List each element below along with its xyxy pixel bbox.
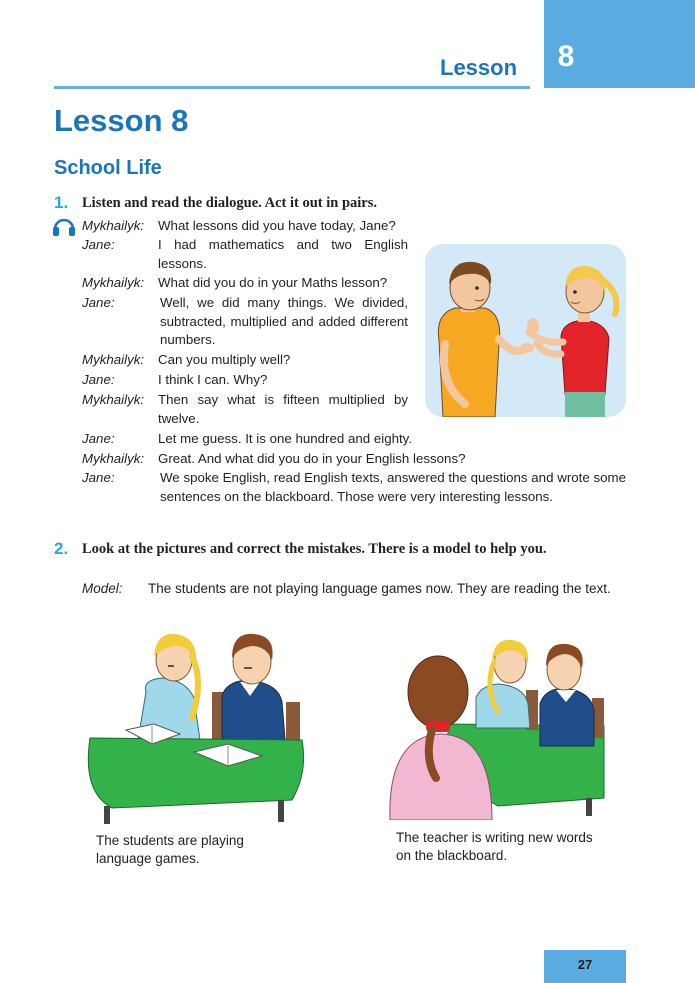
dialogue-speaker: Jane: [82, 237, 115, 252]
dialogue-speaker: Mykhailyk: [82, 392, 145, 407]
page-number-box [544, 950, 626, 983]
model-text: The students are not playing language games now. They are reading the text. [148, 581, 611, 596]
dialogue-illustration [425, 244, 626, 417]
exercise-2-number: 2. [54, 539, 69, 558]
page-subtitle: School Life [54, 157, 162, 179]
dialogue-line: Can you multiply well? [158, 352, 291, 367]
dialogue-speaker: Jane: [82, 372, 115, 387]
dialogue-line: What did you do in your Maths lesson? [158, 275, 388, 290]
header-number-tab [544, 0, 695, 88]
dialogue-speaker: Mykhailyk: [82, 275, 145, 290]
students-reading-illustration [82, 622, 308, 824]
exercise-1-number: 1. [54, 193, 69, 212]
header-lesson-word: Lesson [440, 55, 518, 80]
header-divider [54, 86, 530, 89]
headphones-icon [52, 217, 76, 237]
dialogue-line: I think I can. Why? [158, 372, 268, 387]
dialogue-line: We spoke English, read English texts, answered the questions and wrote some sentences on the blackboard. Those were very interesting lessons. [160, 470, 626, 504]
dialogue-line: What lessons did you have today, Jane? [158, 218, 396, 233]
dialogue-speaker: Jane: [82, 470, 115, 485]
header-lesson-number: 8 [557, 40, 575, 73]
teacher-students-illustration [388, 628, 610, 820]
page-number: 27 [577, 957, 593, 972]
model-label: Model: [82, 581, 123, 596]
children-talking-illustration [425, 244, 626, 417]
exercise-1-instruction: Listen and read the dialogue. Act it out in pairs. [82, 195, 377, 211]
dialogue-speaker: Mykhailyk: [82, 218, 145, 233]
dialogue-line: Let me guess. It is one hundred and eighty. [158, 431, 413, 446]
exercise-2-instruction: Look at the pictures and correct the mistakes. There is a model to help you. [82, 541, 547, 557]
dialogue-line: Great. And what did you do in your English lessons? [158, 451, 466, 466]
dialogue-line: Then say what is fifteen multiplied by twelve. [158, 392, 408, 426]
dialogue-line: Well, we did many things. We divided, subtracted, multiplied and added different numbers. [160, 295, 408, 348]
dialogue-speaker: Jane: [82, 295, 115, 310]
dialogue-speaker: Mykhailyk: [82, 352, 145, 367]
picture-1-caption: The students are playing language games. [96, 833, 244, 866]
dialogue-speaker: Jane: [82, 431, 115, 446]
dialogue-speaker: Mykhailyk: [82, 451, 145, 466]
picture-2-caption: The teacher is writing new words on the blackboard. [396, 830, 593, 863]
page-title: Lesson 8 [54, 103, 189, 138]
dialogue-line: I had mathematics and two English lessons. [158, 237, 408, 271]
